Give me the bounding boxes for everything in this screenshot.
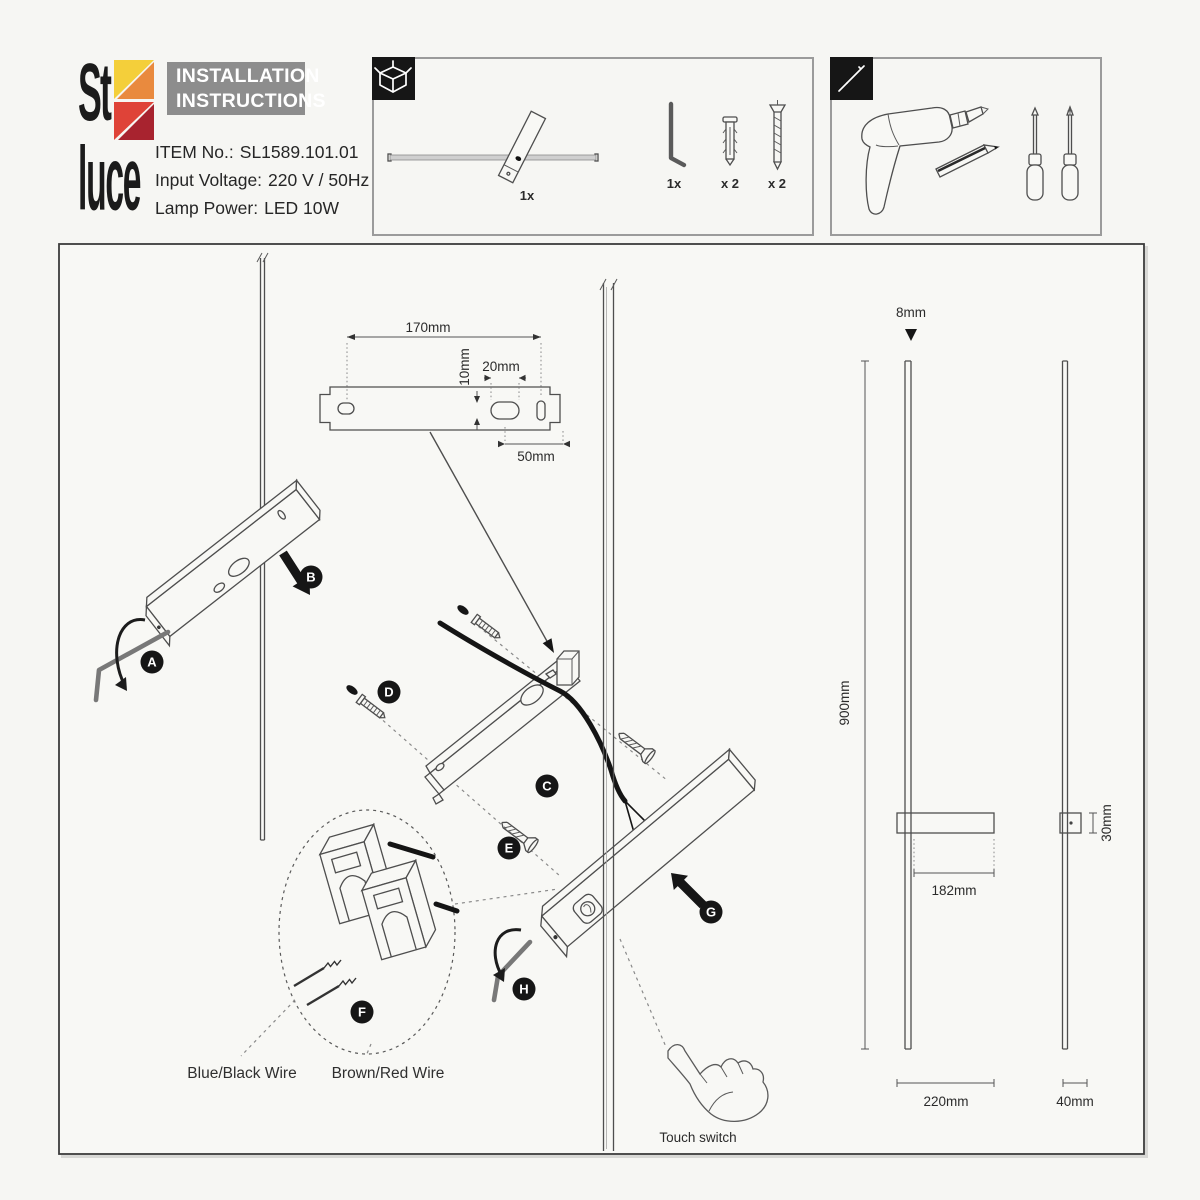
brand-logo-text-bottom: luce [78,128,141,229]
screwdriver-icon [830,57,873,100]
hex-key-quantity: 1x [666,176,682,191]
dim-body-span-right: 182mm [931,883,977,898]
included-parts-drawing [374,59,812,234]
step-a-marker [141,651,164,674]
svg-text:B: B [306,569,316,585]
included-parts-box [372,57,814,236]
required-tools-box [830,57,1102,236]
screw-item [768,100,786,191]
installation-diagram [58,243,1145,1155]
dim-slot-width: 20mm [482,359,520,374]
dim-body-height: 30mm [1099,804,1114,842]
package-box-icon [372,57,415,100]
power-row [155,194,369,222]
power-value: LED 10W [264,198,339,218]
step-b-marker [300,566,323,589]
sheet-title-line2: INSTRUCTIONS [176,90,326,112]
svg-text:E: E [504,840,514,856]
svg-text:F: F [358,1004,366,1020]
step-d-marker [378,681,401,704]
dim-slot-offset: 50mm [517,449,555,464]
wall-anchor-item [721,117,739,191]
step-h-marker [513,978,536,1001]
lamp-quantity: 1x [519,188,535,203]
step-g-marker [700,901,723,924]
dim-body-length: 220mm [923,1094,969,1109]
product-info [155,138,369,222]
svg-text:D: D [384,684,394,700]
brand-logo-text-top: St [78,46,110,139]
item-number-row [155,138,369,166]
diagram-border [59,244,1144,1154]
sheet-title [167,62,326,115]
voltage-value: 220 V / 50Hz [268,170,370,190]
brown-red-wire-label: Brown/Red Wire [331,1065,445,1082]
voltage-label: Input Voltage: [155,170,263,190]
anchor-quantity: x 2 [720,176,740,191]
dim-slot-height: 10mm [457,348,472,386]
blue-black-wire-label: Blue/Black Wire [187,1065,297,1082]
pencil-tool [936,145,998,177]
hex-key-item [667,104,684,191]
dim-tube-diameter: 8mm [896,305,926,320]
phillips-screwdriver-tool [1062,107,1078,200]
dim-body-depth: 40mm [1056,1094,1094,1109]
lamp-fixture-item [388,111,598,203]
item-number-label: ITEM No.: [155,142,234,162]
svg-text:C: C [542,778,552,794]
svg-text:G: G [705,904,717,920]
step-e-marker [498,837,521,860]
step-c-marker [536,775,559,798]
screw-quantity: x 2 [767,176,787,191]
flat-screwdriver-tool [1027,108,1043,200]
svg-text:A: A [147,654,157,670]
power-label: Lamp Power: [155,198,259,218]
voltage-row [155,166,369,194]
dim-fixture-height: 900mm [837,680,852,726]
step-f-marker [351,1001,374,1024]
sheet-title-line1: INSTALLATION [176,65,320,87]
item-number-value: SL1589.101.01 [239,142,359,162]
touch-switch-label: Touch switch [659,1130,737,1145]
svg-text:H: H [519,981,529,997]
dim-bracket-length: 170mm [405,320,451,335]
